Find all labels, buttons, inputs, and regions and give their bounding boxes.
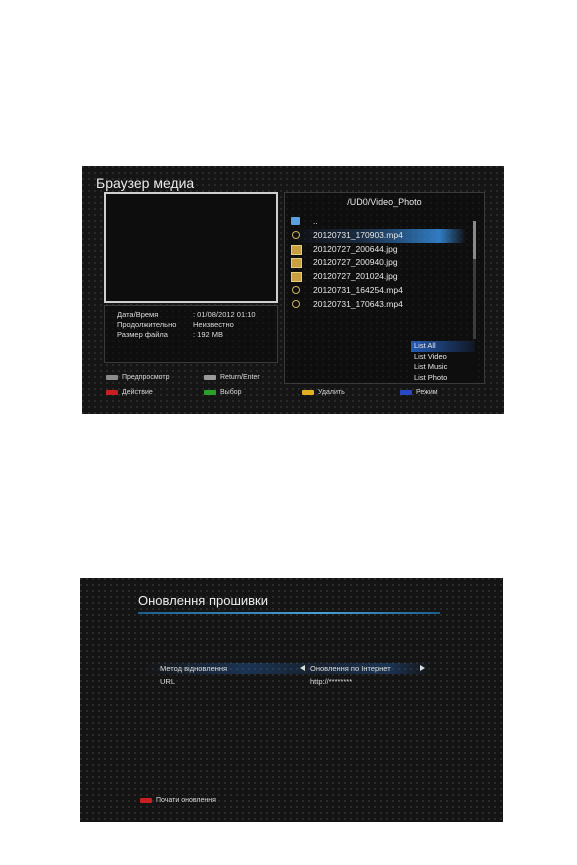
arrow-right-icon[interactable] bbox=[420, 665, 425, 671]
key-return-label: Return/Enter bbox=[220, 374, 260, 381]
file-name: 20120727_200644.jpg bbox=[313, 243, 398, 254]
green-key-icon bbox=[204, 390, 216, 395]
key-action-label: Действие bbox=[122, 389, 153, 396]
file-name: 20120727_201024.jpg bbox=[313, 271, 398, 282]
file-name: 20120731_170643.mp4 bbox=[313, 298, 403, 309]
update-method-label: Метод відновлення bbox=[160, 664, 228, 673]
menu-item-list-all[interactable]: List All bbox=[411, 341, 475, 352]
info-size-row bbox=[117, 330, 223, 339]
key-select-label: Выбор bbox=[220, 389, 242, 396]
info-datetime-label: Дата/Время bbox=[117, 310, 159, 319]
menu-item-list-photo[interactable]: List Photo bbox=[414, 372, 448, 382]
gray-key-icon bbox=[106, 375, 118, 380]
file-row-parent[interactable] bbox=[291, 215, 466, 229]
arrow-left-icon[interactable] bbox=[300, 665, 305, 671]
yellow-key-icon bbox=[302, 390, 314, 395]
key-delete-label: Удалить bbox=[318, 389, 345, 396]
file-row[interactable] bbox=[291, 284, 466, 298]
video-file-icon bbox=[292, 286, 300, 294]
url-label: URL bbox=[160, 677, 176, 686]
video-file-icon bbox=[292, 231, 300, 239]
firmware-update-title: Оновлення прошивки bbox=[138, 593, 268, 608]
update-method-value: Оновлення по Інтернет bbox=[310, 664, 391, 673]
file-list bbox=[291, 215, 466, 312]
media-browser-title: Браузер медиа bbox=[96, 175, 195, 191]
info-datetime-value: : 01/08/2012 01:10 bbox=[193, 310, 256, 319]
menu-item-list-video[interactable]: List Video bbox=[414, 351, 447, 361]
file-row[interactable] bbox=[291, 298, 466, 312]
file-row-selected[interactable] bbox=[291, 229, 466, 243]
info-duration-label: Продолжительно bbox=[117, 320, 177, 329]
folder-icon bbox=[291, 217, 300, 225]
firmware-update-screen bbox=[80, 578, 503, 822]
url-option[interactable] bbox=[144, 676, 432, 687]
photo-file-icon bbox=[291, 258, 302, 268]
photo-file-icon bbox=[291, 245, 302, 255]
blue-key-icon bbox=[400, 390, 412, 395]
photo-file-icon bbox=[291, 272, 302, 282]
red-key-icon bbox=[106, 390, 118, 395]
update-method-option[interactable] bbox=[144, 663, 432, 674]
file-name: 20120731_170903.mp4 bbox=[313, 229, 403, 240]
key-delete[interactable] bbox=[302, 389, 345, 396]
list-filter-menu bbox=[411, 341, 475, 383]
info-size-label: Размер файла bbox=[117, 330, 168, 339]
menu-item-list-music[interactable]: List Music bbox=[414, 362, 448, 371]
key-mode[interactable] bbox=[400, 389, 438, 396]
key-mode-label: Режим bbox=[416, 389, 438, 396]
file-row[interactable] bbox=[291, 243, 466, 257]
info-datetime-row bbox=[117, 310, 256, 319]
info-size-value: : 192 MB bbox=[193, 330, 224, 339]
scrollbar-thumb[interactable] bbox=[473, 221, 476, 259]
file-name: 20120731_164254.mp4 bbox=[313, 284, 403, 295]
title-divider bbox=[138, 612, 440, 614]
key-start-update[interactable] bbox=[140, 797, 216, 804]
file-row[interactable] bbox=[291, 270, 466, 284]
red-key-icon bbox=[140, 798, 152, 803]
file-list-panel bbox=[284, 192, 485, 384]
file-list-scrollbar[interactable] bbox=[473, 221, 476, 339]
file-name: 20120727_200940.jpg bbox=[313, 257, 398, 268]
info-duration-row bbox=[117, 320, 234, 329]
ok-key-icon bbox=[204, 375, 216, 380]
file-name: .. bbox=[313, 216, 318, 226]
file-row[interactable] bbox=[291, 256, 466, 270]
key-select[interactable] bbox=[204, 389, 242, 396]
key-preview-label: Предпросмотр bbox=[122, 374, 170, 381]
media-browser-screen bbox=[82, 166, 504, 414]
start-update-label: Почати оновлення bbox=[156, 797, 216, 804]
url-value: http://******** bbox=[310, 677, 353, 686]
file-info-panel bbox=[104, 305, 278, 363]
key-return[interactable] bbox=[204, 374, 260, 381]
key-preview[interactable] bbox=[106, 374, 169, 381]
info-duration-value: Неизвестно bbox=[193, 320, 234, 329]
key-action[interactable] bbox=[106, 389, 153, 396]
video-file-icon bbox=[292, 300, 300, 308]
current-path: /UD0/Video_Photo bbox=[347, 197, 422, 207]
preview-window bbox=[104, 192, 278, 303]
